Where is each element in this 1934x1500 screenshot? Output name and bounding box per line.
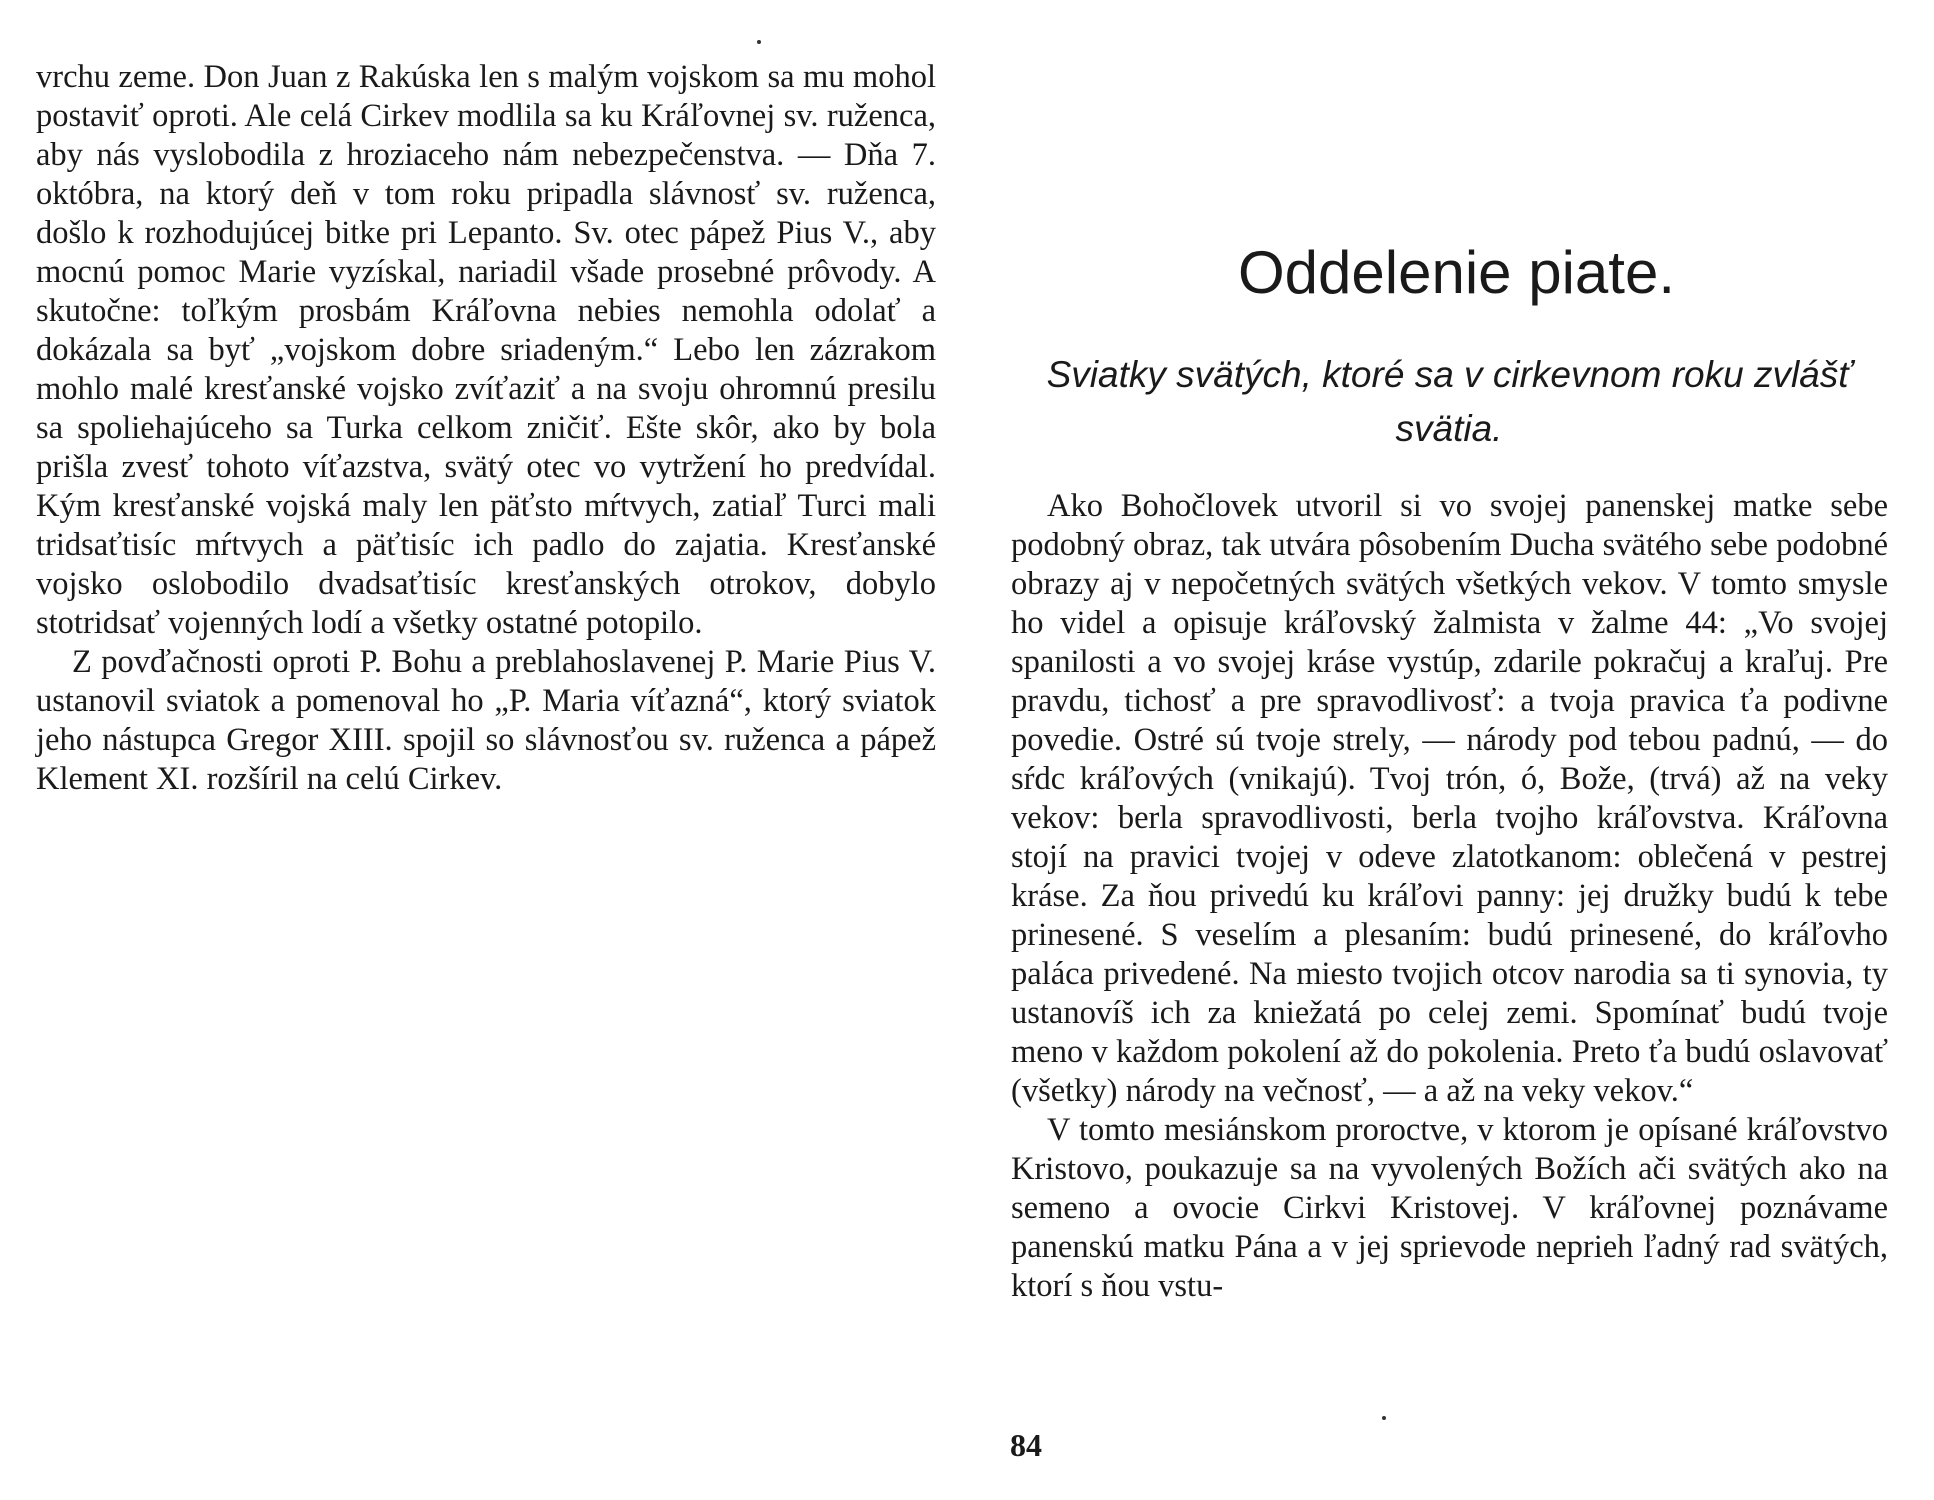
page-number: 84	[1010, 1427, 1042, 1463]
section-title: Oddelenie piate.	[1238, 239, 1675, 306]
right-page-text	[1011, 487, 1888, 1306]
print-speck	[757, 40, 761, 44]
left-paragraph-1: vrchu zeme. Don Juan z Rakúska len s malým vojskom sa mu mohol postaviť oproti. Ale celá Cirkev modlila sa ku Kráľovnej sv. ruženca, aby nás vyslobodila z hroziaceho nám nebezpečenstva. — Dňa 7. októbra, na ktorý deň v tom roku pripadla slávnosť sv. ruženca, došlo k rozhodujúcej bitke pri Lepanto. Sv. otec pápež Pius V., aby mocnú pomoc Marie vyzískal, nariadil všade prosebné prôvody. A skutočne: toľkým prosbám Kráľovna nebies nemohla odolať a dokázala sa byť „vojskom dobre sriadeným.“ Lebo len zázrakom mohlo malé kresťanské vojsko zvíťaziť a na svoju ohromnú presilu sa spoliehajúceho sa Turka celkom zničiť. Ešte skôr, ako by bola prišla zvesť tohoto víťazstva, svätý otec vo vytržení ho predvídal. Kým kresťanské vojská maly len päťsto mŕtvych, zatiaľ Turci mali tridsaťtisíc mŕtvych a päťtisíc ich padlo do zajatia. Kresťanské vojsko oslobodilo dvadsaťtisíc kresťanských otrokov, dobylo stotridsať vojenných lodí a všetky ostatné potopilo.	[36, 59, 936, 641]
left-page-text	[36, 58, 936, 799]
right-page	[967, 0, 1934, 1500]
left-paragraph-2: Z povďačnosti oproti P. Bohu a preblahoslavenej P. Marie Pius V. ustanovil sviatok a pomenoval ho „P. Maria víťazná“, ktorý sviatok jeho nástupca Gregor XIII. spojil so slávnosťou sv. ruženca a pápež Klement XI. rozšíril na celú Cirkev.	[36, 644, 936, 797]
print-speck	[1382, 1416, 1386, 1420]
section-subtitle: Sviatky svätých, ktoré sa v cirkevnom roku zvlášť svätia.	[1046, 354, 1852, 449]
right-paragraph-2: V tomto mesiánskom proroctve, v ktorom je opísané kráľovstvo Kristovo, poukazuje sa na vyvolených Božích ači svätých ako na semeno a ovocie Cirkvi Kristovej. V kráľovnej poznávame panenskú matku Pána a v jej sprievode neprieh ľadný rad svätých, ktorí s ňou vstu-	[1011, 1112, 1888, 1304]
right-paragraph-1: Ako Bohočlovek utvoril si vo svojej panenskej matke sebe podobný obraz, tak utvára pôsobením Ducha svätého sebe podobné obrazy aj v nepočetných svätých všetkých vekov. V tomto smysle ho videl a opisuje kráľovský žalmista v žalme 44: „Vo svojej spanilosti a vo svojej kráse vystúp, zdarile pokračuj a kraľuj. Pre pravdu, tichosť a pre spravodlivosť: a tvoja pravica ťa podivne povedie. Ostré sú tvoje strely, — národy pod tebou padnú, — do sŕdc kráľových (vnikajú). Tvoj trón, ó, Bože, (trvá) až na veky vekov: berla spravodlivosti, berla tvojho kráľovstva. Kráľovna stojí na pravici tvojej v odeve zlatotkanom: oblečená v pestrej kráse. Za ňou privedú ku kráľovi panny: jej družky budú k tebe prinesené. S veselím a plesaním: budú prinesené, do kráľovho paláca privedené. Na miesto tvojich otcov narodia sa ti synovia, ty ustanovíš ich za kniežatá po celej zemi. Spomínať budú tvoje meno v každom pokolení až do pokolenia. Preto ťa budú oslavovať (všetky) národy na večnosť, — a až na veky vekov.“	[1011, 488, 1888, 1109]
